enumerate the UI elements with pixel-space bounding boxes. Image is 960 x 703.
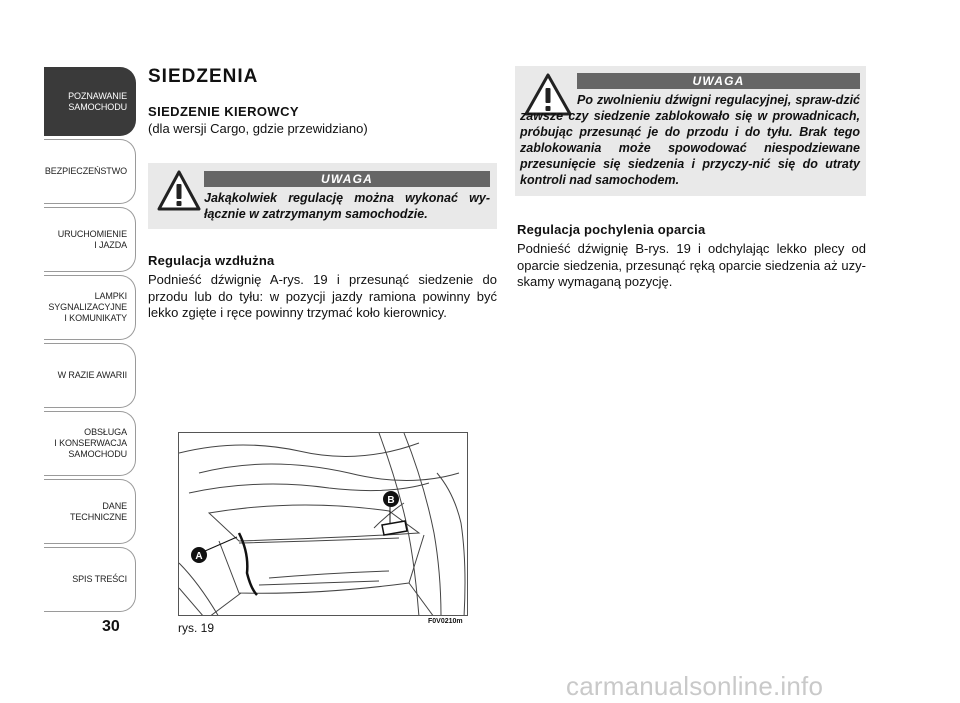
backrest-heading: Regulacja pochylenia oparcia bbox=[517, 222, 706, 237]
warning-label: UWAGA bbox=[204, 171, 490, 187]
seat-figure bbox=[178, 432, 468, 616]
callout-b: B bbox=[387, 495, 395, 506]
tab-label: SPIS TREŚCI bbox=[72, 574, 127, 584]
backrest-text: Podnieść dźwignię B-rys. 19 i odchylając lekko plecy od oparcie siedzenia, przesunąć ręką oparcie siedzenia aż uzy-skamy wymaganą pozycję. bbox=[517, 241, 866, 289]
tab-label: W RAZIE AWARII bbox=[57, 370, 127, 380]
warning-box-2 bbox=[515, 66, 866, 196]
tab-spis-tresci[interactable] bbox=[44, 547, 136, 612]
subtitle: (dla wersji Cargo, gdzie przewidziano) bbox=[148, 121, 368, 136]
longitudinal-text: Podnieść dźwignię A-rys. 19 i przesunąć siedzenie do przodu lub do tyłu: w pozycji jazdy ramiona powinny być lekko zgięte i ręce powinny trzymać koło kierownicy. bbox=[148, 272, 497, 320]
warning-text: Jakąkolwiek regulację można wykonać wy-łącznie w zatrzymanym samochodzie. bbox=[204, 191, 490, 221]
tab-poznawanie-samochodu[interactable] bbox=[44, 67, 136, 136]
warning-triangle-icon bbox=[156, 168, 202, 214]
warning-text: Po zwolnieniu dźwigni regulacyjnej, spraw-dzić zawsze czy siedzenie zablokowało się w prowadnicach, próbując przesunąć je do przodu i do tyłu. Brak tego zablokowania może spowodować niespodziewane przesunięcie się siedzenia i przyczy-nić się do utraty kontroli nad samochodem. bbox=[520, 93, 860, 187]
section-title: SIEDZENIA bbox=[148, 66, 259, 87]
tab-dane-techniczne[interactable] bbox=[44, 479, 136, 544]
tab-label: LAMPKI SYGNALIZACYJNE I KOMUNIKATY bbox=[48, 291, 127, 323]
subsection-title: SIEDZENIE KIEROWCY bbox=[148, 104, 299, 119]
tab-uruchomienie-i-jazda[interactable] bbox=[44, 207, 136, 272]
warning-box-1 bbox=[148, 163, 497, 229]
tab-label: OBSŁUGA I KONSERWACJA SAMOCHODU bbox=[54, 427, 127, 459]
page-number: 30 bbox=[102, 618, 120, 635]
warning-label: UWAGA bbox=[577, 73, 860, 89]
longitudinal-heading: Regulacja wzdłużna bbox=[148, 253, 275, 268]
tab-label: POZNAWANIE SAMOCHODU bbox=[68, 90, 127, 112]
seat-illustration bbox=[179, 433, 468, 616]
figure-caption: rys. 19 bbox=[178, 621, 215, 635]
tab-lampki-sygnalizacyjne[interactable] bbox=[44, 275, 136, 340]
tab-label: URUCHOMIENIE I JAZDA bbox=[57, 228, 127, 250]
tab-obsluga-i-konserwacja[interactable] bbox=[44, 411, 136, 476]
tab-label: DANE TECHNICZNE bbox=[70, 500, 127, 522]
tab-w-razie-awarii[interactable] bbox=[44, 343, 136, 408]
tab-label: BEZPIECZEŃSTWO bbox=[44, 166, 127, 176]
figure-code: F0V0210m bbox=[428, 618, 463, 625]
callout-a: A bbox=[195, 551, 203, 562]
tab-bezpieczenstwo[interactable] bbox=[44, 139, 136, 204]
watermark: carmanualsonline.info bbox=[566, 671, 824, 701]
